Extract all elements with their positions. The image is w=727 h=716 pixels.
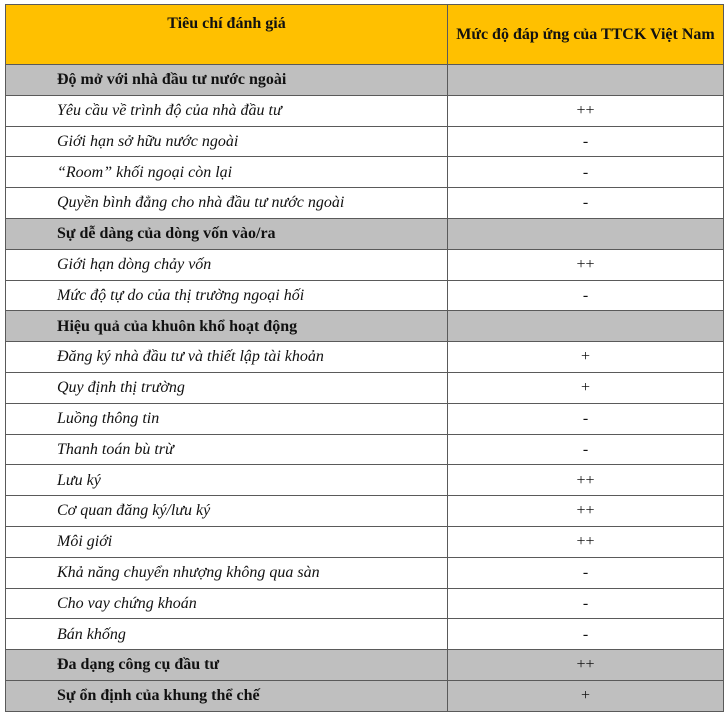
rating-value: - [448, 403, 724, 434]
rating-value: + [448, 372, 724, 403]
criterion-label: Mức độ tự do của thị trường ngoại hối [6, 280, 448, 311]
section-label: Sự ổn định của khung thể chế [6, 680, 448, 711]
rating-value: - [448, 280, 724, 311]
section-row [6, 311, 724, 342]
section-row [6, 650, 724, 681]
criterion-label: Giới hạn sở hữu nước ngoài [6, 126, 448, 157]
rating-value: + [448, 680, 724, 711]
criterion-label: Quyền bình đẳng cho nhà đầu tư nước ngoài [6, 188, 448, 219]
table-row [6, 588, 724, 619]
table-row [6, 280, 724, 311]
header-criteria: Tiêu chí đánh giá [6, 5, 448, 65]
table-row [6, 465, 724, 496]
section-row [6, 218, 724, 249]
rating-value: + [448, 342, 724, 373]
rating-value: - [448, 126, 724, 157]
section-label: Sự dễ dàng của dòng vốn vào/ra [6, 218, 448, 249]
section-label: Độ mở với nhà đầu tư nước ngoài [6, 65, 448, 96]
criterion-label: Lưu ký [6, 465, 448, 496]
rating-value: ++ [448, 526, 724, 557]
table-row [6, 434, 724, 465]
rating-value: - [448, 188, 724, 219]
rating-value: - [448, 157, 724, 188]
criterion-label: Bán khống [6, 619, 448, 650]
criterion-label: Cho vay chứng khoán [6, 588, 448, 619]
table-row [6, 372, 724, 403]
section-label: Đa dạng công cụ đầu tư [6, 650, 448, 681]
rating-value: - [448, 588, 724, 619]
table-row [6, 126, 724, 157]
rating-value [448, 311, 724, 342]
rating-value: - [448, 434, 724, 465]
rating-value [448, 65, 724, 96]
criterion-label: Yêu cầu về trình độ của nhà đầu tư [6, 95, 448, 126]
section-label: Hiệu quả của khuôn khổ hoạt động [6, 311, 448, 342]
rating-value [448, 218, 724, 249]
table-row [6, 619, 724, 650]
header-level: Mức độ đáp ứng của TTCK Việt Nam [448, 5, 724, 65]
section-row [6, 65, 724, 96]
criterion-label: Giới hạn dòng chảy vốn [6, 249, 448, 280]
rating-value: ++ [448, 95, 724, 126]
criterion-label: Thanh toán bù trừ [6, 434, 448, 465]
criterion-label: Khả năng chuyển nhượng không qua sàn [6, 557, 448, 588]
criterion-label: Luồng thông tin [6, 403, 448, 434]
table-row [6, 526, 724, 557]
rating-value: ++ [448, 249, 724, 280]
table-row [6, 496, 724, 527]
criterion-label: “Room” khối ngoại còn lại [6, 157, 448, 188]
table-row [6, 342, 724, 373]
rating-value: - [448, 619, 724, 650]
table-row [6, 557, 724, 588]
table-row [6, 157, 724, 188]
section-row [6, 680, 724, 711]
table-body [6, 65, 724, 712]
table-row [6, 95, 724, 126]
rating-value: ++ [448, 465, 724, 496]
criterion-label: Đăng ký nhà đầu tư và thiết lập tài khoản [6, 342, 448, 373]
table-row [6, 249, 724, 280]
rating-value: ++ [448, 650, 724, 681]
rating-value: ++ [448, 496, 724, 527]
rating-value: - [448, 557, 724, 588]
criterion-label: Cơ quan đăng ký/lưu ký [6, 496, 448, 527]
table-header-row [6, 5, 724, 65]
table-row [6, 188, 724, 219]
criterion-label: Môi giới [6, 526, 448, 557]
table-row [6, 403, 724, 434]
criterion-label: Quy định thị trường [6, 372, 448, 403]
criteria-table [5, 4, 724, 712]
